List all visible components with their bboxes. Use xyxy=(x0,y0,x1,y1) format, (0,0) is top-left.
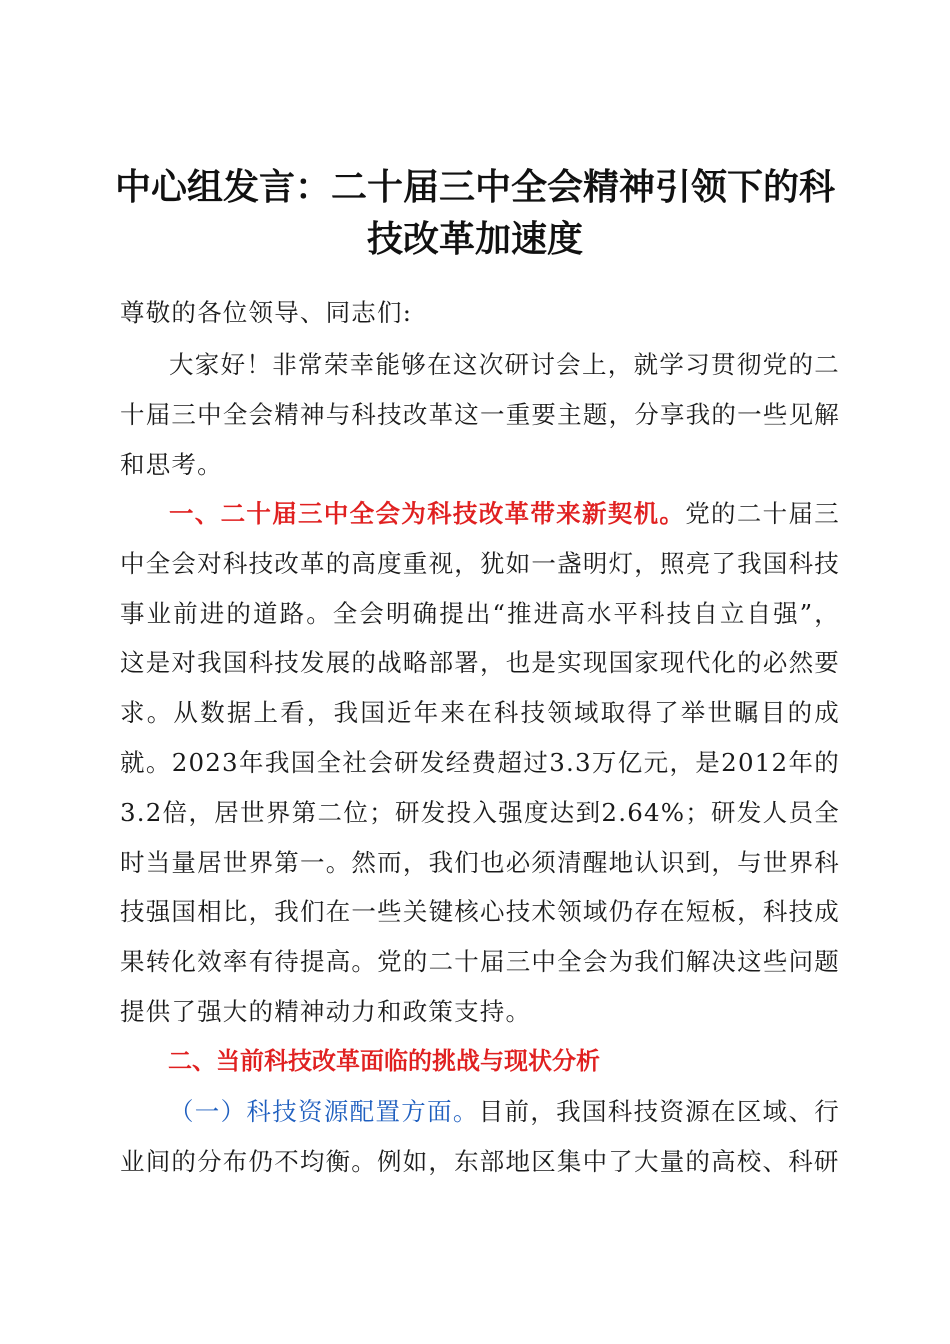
document-title-line-2: 技改革加速度 xyxy=(366,219,583,260)
section-2-sub-1-text: 目前，我国科技资源在区域、行业间的分布仍不均衡。例如，东部地区集中了大量的高校、科研 xyxy=(120,1097,840,1176)
intro-paragraph: 大家好！非常荣幸能够在这次研讨会上，就学习贯彻党的二十届三中全会精神与科技改革这一重要主题，分享我的一些见解和思考。 xyxy=(120,350,840,479)
section-1-text: 党的二十届三中全会对科技改革的高度重视，犹如一盏明灯，照亮了我国科技事业前进的道路。全会明确提出“推进高水平科技自立自强”，这是对我国科技发展的战略部署，也是实现国家现代化的必然要求。从数据上看，我国近年来在科技领域取得了举世瞩目的成就。2023年我国全社会研发经费超过3.3万亿元，是2012年的3.2倍，居世界第二位；研发投入强度达到2.64%；研发人员全时当量居世界第一。然而，我们也必须清醒地认识到，与世界科技强国相比，我们在一些关键核心技术领域仍存在短板，科技成果转化效率有待提高。党的二十届三中全会为我们解决这些问题提供了强大的精神动力和政策支持。 xyxy=(120,499,841,1026)
section-1-heading: 一、二十届三中全会为科技改革带来新契机。 xyxy=(169,499,686,528)
section-2-sub-1-paragraph xyxy=(120,1087,840,1187)
document-title-line-1: 中心组发言：二十届三中全会精神引领下的科 xyxy=(114,167,835,208)
section-1-paragraph xyxy=(120,489,840,1037)
salutation: 尊敬的各位领导、同志们: xyxy=(120,298,413,327)
section-2-heading: 二、当前科技改革面临的挑战与现状分析 xyxy=(168,1047,600,1075)
section-2-sub-1-heading: （一）科技资源配置方面。 xyxy=(169,1097,479,1126)
